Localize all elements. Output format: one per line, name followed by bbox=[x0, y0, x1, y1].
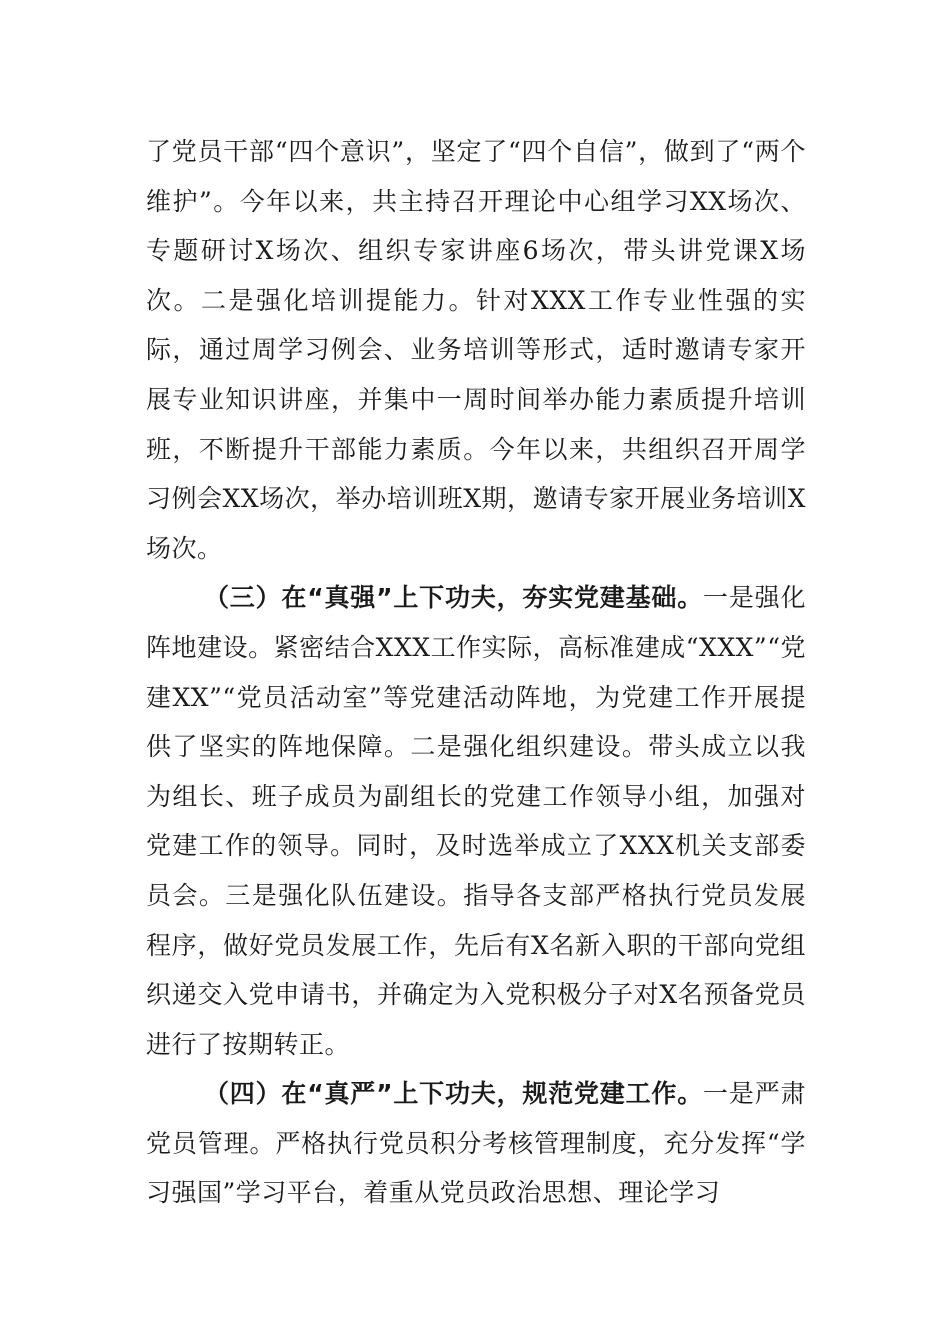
section-heading-three: （三）在“真强”上下功夫，夯实党建基础。 bbox=[204, 583, 704, 613]
document-page bbox=[146, 127, 806, 1218]
section-heading-four: （四）在“真严”上下功夫，规范党建工作。 bbox=[204, 1079, 704, 1109]
paragraph-body: 了党员干部“四个意识”，坚定了“四个自信”，做到了“两个维护”。今年以来，共主持召开理论中心组学习XX场次、专题研讨X场次、组织专家讲座6场次，带头讲党课X场次。二是强化培训提能力。针对XXX工作专业性强的实际，通过周学习例会、业务培训等形式，适时邀请专家开展专业知识讲座，并集中一周时间举办能力素质提升培训班，不断提升干部能力素质。今年以来，共组织召开周学习例会XX场次，举办培训班X期，邀请专家开展业务培训X场次。 bbox=[146, 137, 806, 563]
paragraph-section-four bbox=[146, 1069, 806, 1218]
paragraph-body: 一是强化阵地建设。紧密结合XXX工作实际，高标准建成“XXX”“党建XX”“党员活动室”等党建活动阵地，为党建工作开展提供了坚实的阵地保障。二是强化组织建设。带头成立以我为组长、班子成员为副组长的党建工作领导小组，加强对党建工作的领导。同时，及时选举成立了XXX机关支部委员会。三是强化队伍建设。指导各支部严格执行党员发展程序，做好党员发展工作，先后有X名新入职的干部向党组织递交入党申请书，并确定为入党积极分子对X名预备党员进行了按期转正。 bbox=[146, 583, 806, 1059]
paragraph-section-three bbox=[146, 573, 806, 1069]
paragraph-continuation bbox=[146, 127, 806, 573]
paragraph-body: 一是严肃党员管理。严格执行党员积分考核管理制度，充分发挥“学习强国”学习平台，着重从党员政治思想、理论学习 bbox=[146, 1079, 806, 1208]
